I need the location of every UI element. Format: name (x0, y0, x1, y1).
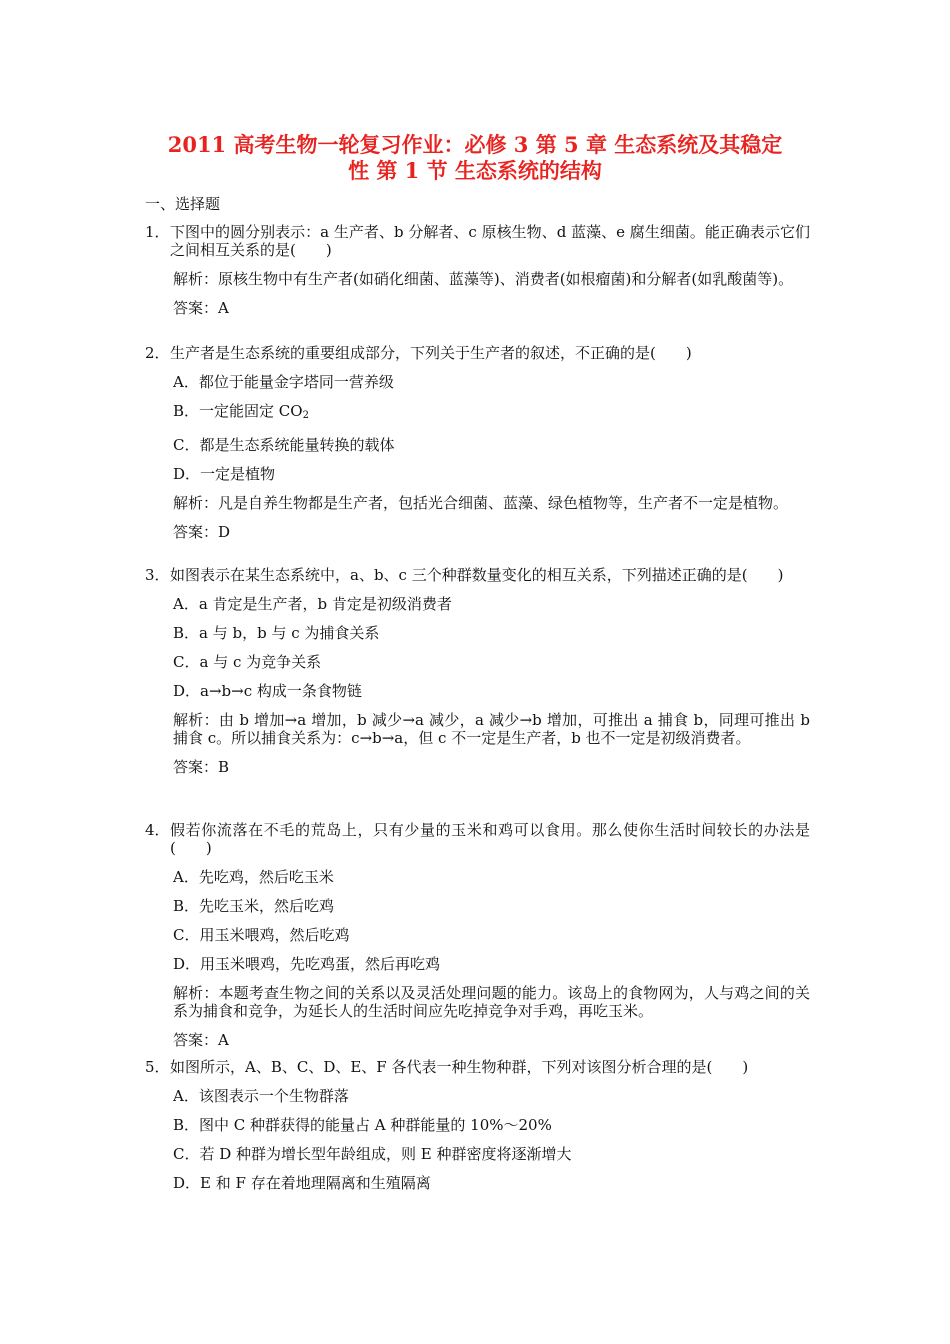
subscript-2: 2 (302, 410, 309, 421)
question-number: 1． (145, 223, 170, 241)
option-b (173, 402, 810, 425)
option-c: C．都是生态系统能量转换的载体 (173, 436, 395, 454)
option-d: D．E 和 F 存在着地理隔离和生殖隔离 (173, 1174, 431, 1192)
page-title (140, 132, 810, 184)
option-a: A．a 肯定是生产者，b 肯定是初级消费者 (173, 595, 452, 613)
option-b: B．图中 C 种群获得的能量占 A 种群能量的 10%～20% (173, 1116, 552, 1134)
question-number: 4． (145, 821, 170, 839)
option-c: C．a 与 c 为竞争关系 (173, 653, 322, 671)
question-stem: 如图表示在某生态系统中，a、b、c 三个种群数量变化的相互关系，下列描述正确的是( ) (170, 566, 784, 584)
question-5 (145, 1058, 810, 1192)
question-number: 3． (145, 566, 170, 584)
analysis-text: 解析：凡是自养生物都是生产者，包括光合细菌、蓝藻、绿色植物等，生产者不一定是植物。 (173, 494, 789, 512)
question-2 (145, 344, 810, 541)
option-a: A．该图表示一个生物群落 (173, 1087, 349, 1105)
option-a: A．先吃鸡，然后吃玉米 (173, 868, 334, 886)
page-title-line-2: 性 第 1 节 生态系统的结构 (348, 158, 602, 183)
analysis-text: 解析：由 b 增加→a 增加，b 减少→a 减少，a 减少→b 增加，可推出 a 捕食 b，同理可推出 b 捕食 c。所以捕食关系为：c→b→a，但 c 不一定是生产者，b 也不一定是初级消费者。 (173, 711, 810, 747)
analysis-text: 解析：本题考查生物之间的关系以及灵活处理问题的能力。该岛上的食物网为，人与鸡之间的关系为捕食和竞争，为延长人的生活时间应先吃掉竞争对手鸡，再吃玉米。 (173, 984, 810, 1020)
option-d: D．用玉米喂鸡，先吃鸡蛋，然后再吃鸡 (173, 955, 441, 973)
question-number: 2． (145, 344, 170, 362)
option-d: D．一定是植物 (173, 465, 276, 483)
analysis-text: 解析：原核生物中有生产者(如硝化细菌、蓝藻等)、消费者(如根瘤菌)和分解者(如乳酸菌等)。 (173, 270, 794, 288)
option-a: A．都位于能量金字塔同一营养级 (173, 373, 394, 391)
question-3 (145, 566, 810, 776)
option-c: C．用玉米喂鸡，然后吃鸡 (173, 926, 350, 944)
question-stem: 假若你流落在不毛的荒岛上，只有少量的玉米和鸡可以食用。那么使你生活时间较长的办法是( ) (170, 821, 810, 857)
option-b-text: B．一定能固定 CO (173, 402, 303, 420)
section-heading: 一、选择题 (145, 195, 221, 213)
option-c: C．若 D 种群为增长型年龄组成，则 E 种群密度将逐渐增大 (173, 1145, 572, 1163)
question-1 (145, 223, 810, 317)
question-stem: 下图中的圆分别表示：a 生产者、b 分解者、c 原核生物、d 蓝藻、e 腐生细菌。能正确表示它们之间相互关系的是( ) (170, 223, 810, 259)
answer-text: 答案：B (173, 758, 230, 776)
answer-text: 答案：A (173, 1031, 229, 1049)
answer-text: 答案：D (173, 523, 231, 541)
question-stem: 生产者是生态系统的重要组成部分，下列关于生产者的叙述，不正确的是( ) (170, 344, 692, 362)
option-b: B．先吃玉米，然后吃鸡 (173, 897, 335, 915)
page-title-line-1: 2011 高考生物一轮复习作业：必修 3 第 5 章 生态系统及其稳定 (167, 132, 783, 157)
question-number: 5． (145, 1058, 170, 1076)
answer-text: 答案：A (173, 299, 229, 317)
question-stem: 如图所示，A、B、C、D、E、F 各代表一种生物种群，下列对该图分析合理的是( ) (170, 1058, 749, 1076)
option-d: D．a→b→c 构成一条食物链 (173, 682, 362, 700)
option-b: B．a 与 b，b 与 c 为捕食关系 (173, 624, 380, 642)
question-4 (145, 821, 810, 1049)
